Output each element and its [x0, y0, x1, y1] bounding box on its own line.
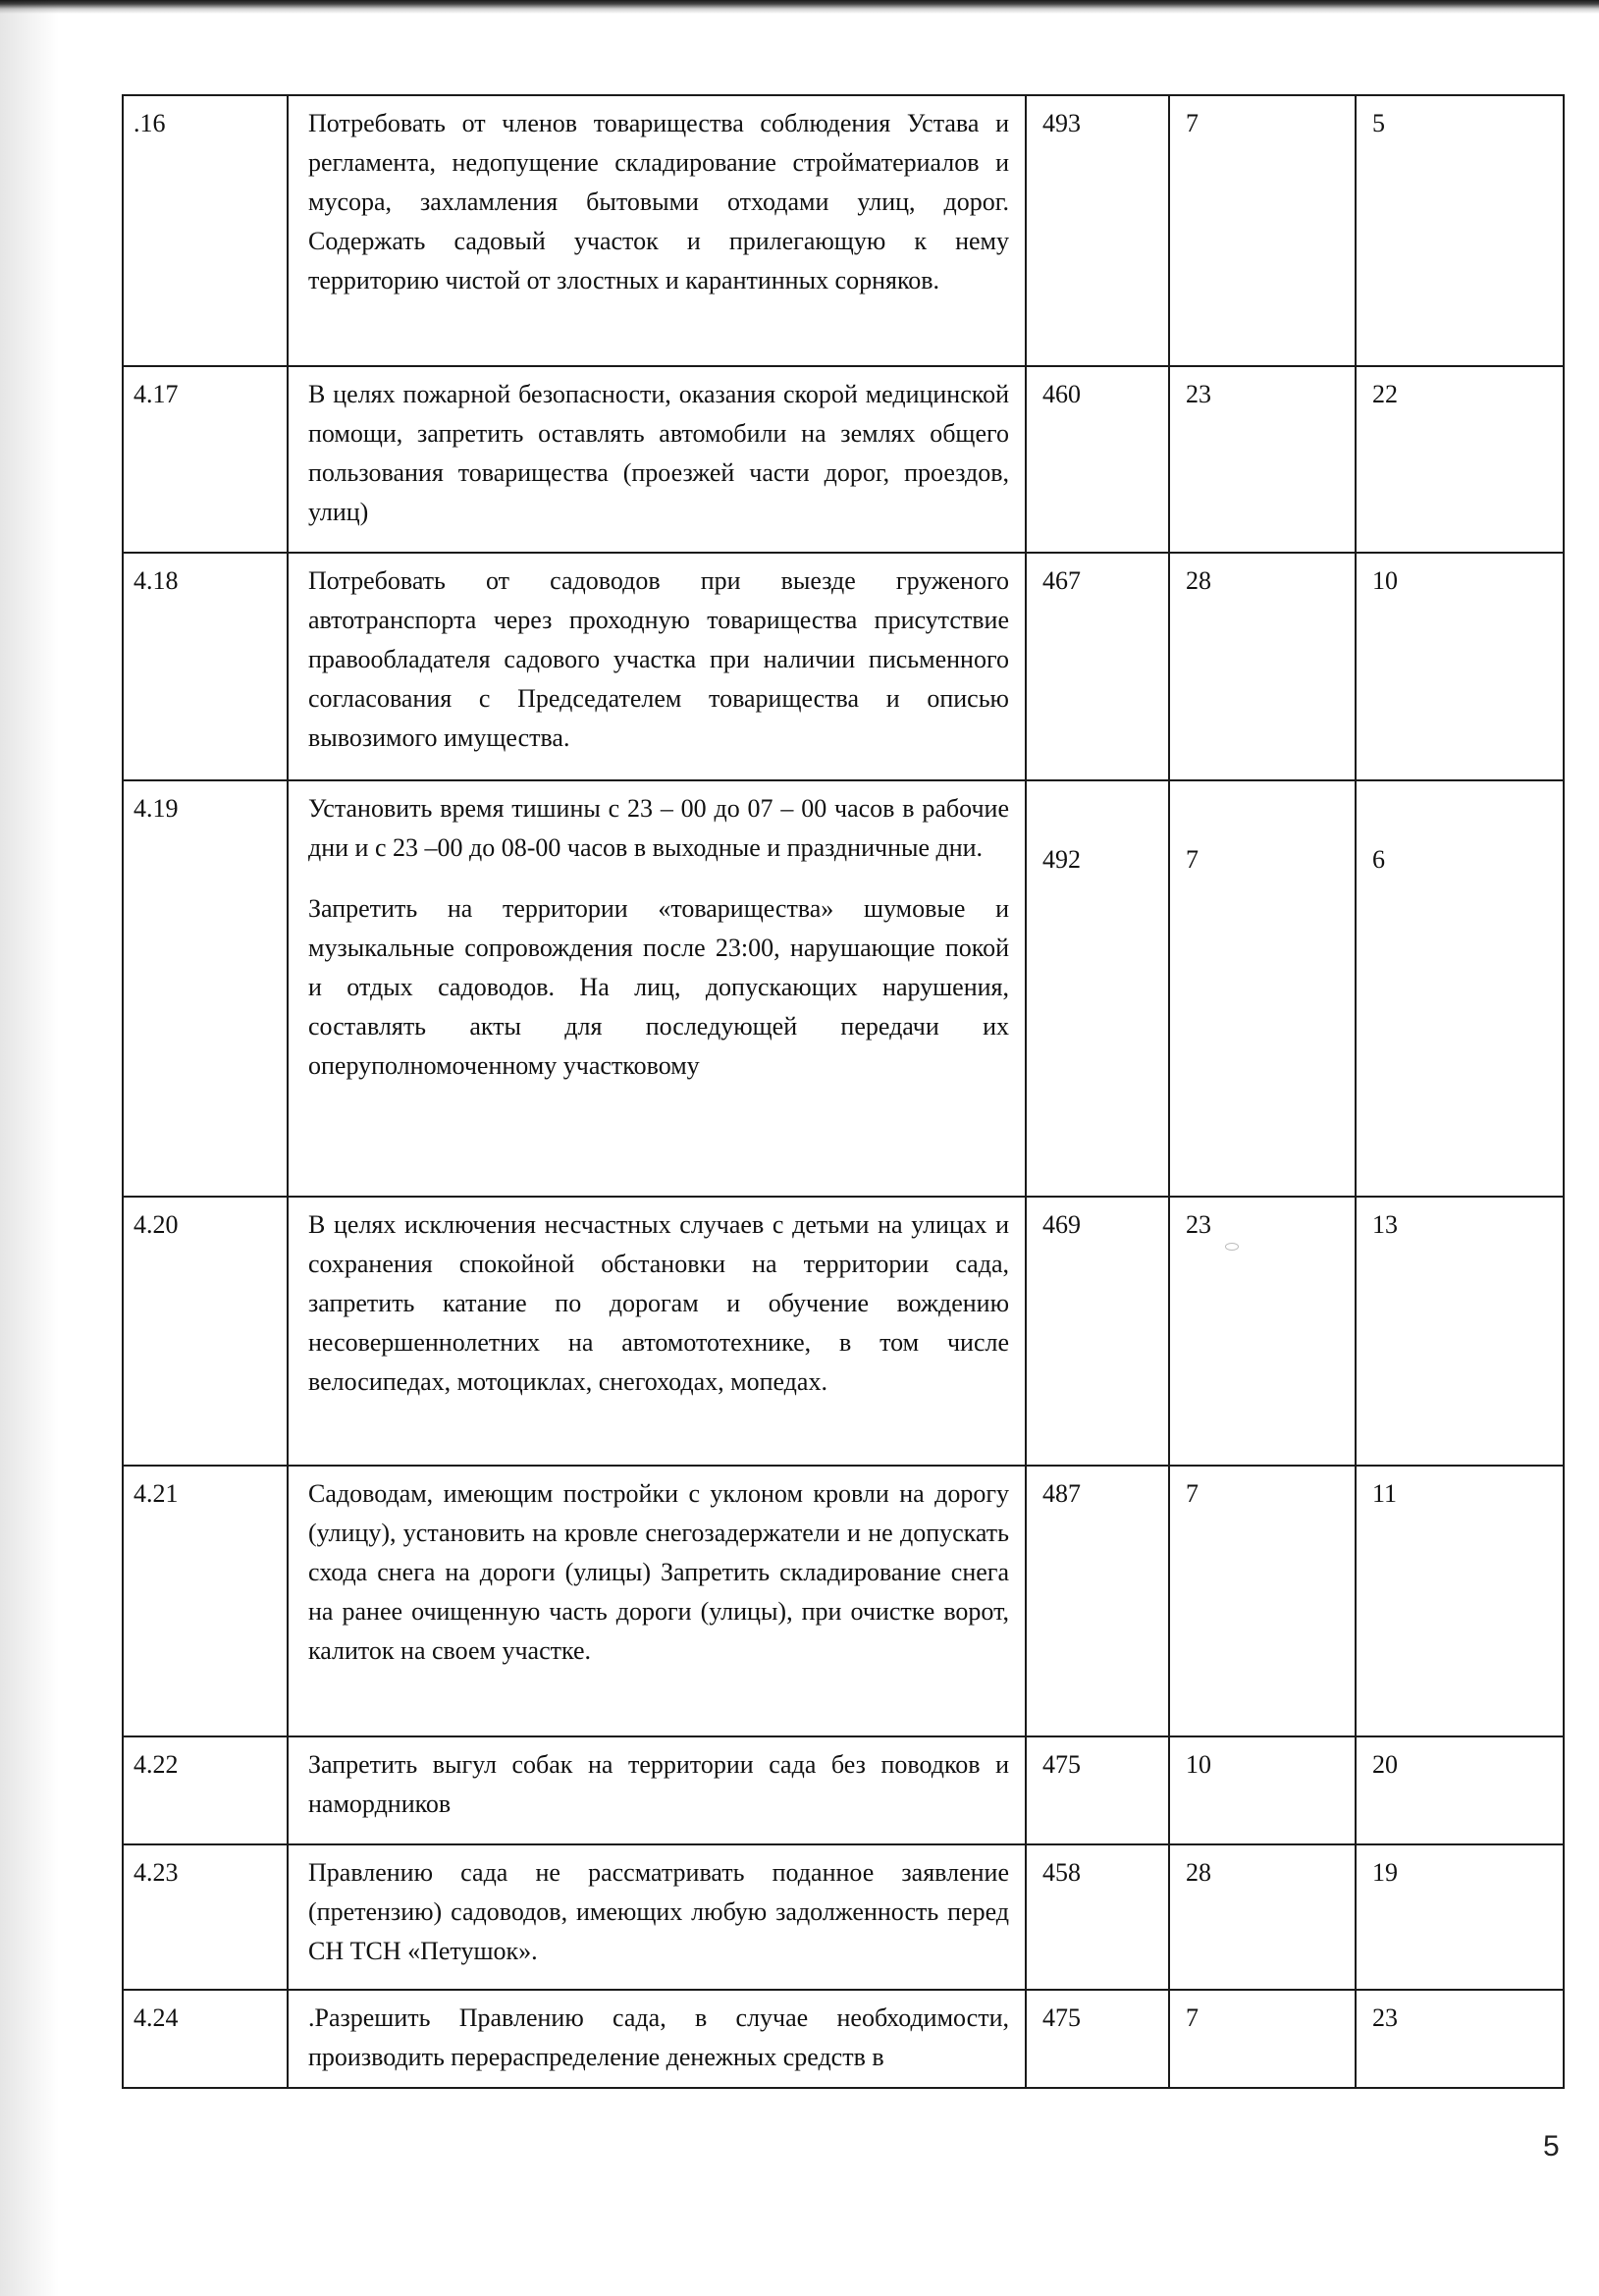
votes-for: 487: [1026, 1466, 1169, 1736]
votes-abstained: 19: [1356, 1844, 1564, 1990]
item-number: 4.21: [123, 1466, 288, 1736]
item-text: [288, 1466, 1026, 1736]
table-row: [123, 1466, 1564, 1736]
item-number: 4.23: [123, 1844, 288, 1990]
votes-for: 475: [1026, 1736, 1169, 1844]
scan-speck: [1225, 1243, 1239, 1251]
item-text: [288, 366, 1026, 553]
votes-abstained: 6: [1356, 780, 1564, 1197]
item-text: [288, 553, 1026, 780]
votes-against: 10: [1169, 1736, 1356, 1844]
votes-abstained: 5: [1356, 95, 1564, 366]
votes-abstained: 11: [1356, 1466, 1564, 1736]
votes-against: 7: [1169, 1466, 1356, 1736]
scan-edge-top: [0, 0, 1599, 14]
votes-abstained: 10: [1356, 553, 1564, 780]
votes-for: 467: [1026, 553, 1169, 780]
item-text: [288, 1990, 1026, 2088]
table-row: [123, 1990, 1564, 2088]
table-row: [123, 366, 1564, 553]
item-paragraph: Установить время тишины с 23 – 00 до 07 – 00 часов в рабочие дни и с 23 –00 до 08-00 часов в выходные и праздничные дни.: [308, 794, 1009, 862]
votes-abstained: 23: [1356, 1990, 1564, 2088]
votes-against: 7: [1169, 780, 1356, 1197]
votes-abstained: 20: [1356, 1736, 1564, 1844]
votes-for: 493: [1026, 95, 1169, 366]
table-row: [123, 95, 1564, 366]
table-row: [123, 1844, 1564, 1990]
item-text: [288, 95, 1026, 366]
item-number: 4.22: [123, 1736, 288, 1844]
votes-for: 492: [1026, 780, 1169, 1197]
votes-against: 23: [1169, 366, 1356, 553]
item-number: 4.20: [123, 1197, 288, 1466]
item-text: [288, 1844, 1026, 1990]
item-number: 4.18: [123, 553, 288, 780]
item-paragraph: .Разрешить Правлению сада, в случае необходимости, производить перераспределение денежных средств в: [308, 2003, 1009, 2071]
votes-against: 28: [1169, 553, 1356, 780]
item-paragraph: Правлению сада не рассматривать поданное заявление (претензию) садоводов, имеющих любую задолженность перед СН ТСН «Петушок».: [308, 1858, 1009, 1965]
votes-abstained: 13: [1356, 1197, 1564, 1466]
item-number: 4.19: [123, 780, 288, 1197]
item-paragraph: В целях пожарной безопасности, оказания скорой медицинской помощи, запретить оставлять автомобили на землях общего пользования товарищества (проезжей части дорог, проездов, улиц): [308, 380, 1009, 526]
item-text: [288, 1736, 1026, 1844]
item-number: 4.17: [123, 366, 288, 553]
votes-for: 475: [1026, 1990, 1169, 2088]
item-number: .16: [123, 95, 288, 366]
page-number: 5: [1543, 2130, 1560, 2163]
item-paragraph: Запретить на территории «товарищества» шумовые и музыкальные сопровождения после 23:00, нарушающие покой и отдых садоводов. На лиц, допускающих нарушения, составлять акты для последующей передачи их оперуполномоченному участковому: [308, 894, 1009, 1080]
table-row: [123, 780, 1564, 1197]
item-paragraph: Запретить выгул собак на территории сада без поводков и намордников: [308, 1750, 1009, 1818]
voting-results-table: [122, 94, 1565, 2089]
votes-for: 469: [1026, 1197, 1169, 1466]
votes-against: 7: [1169, 95, 1356, 366]
item-paragraph: Потребовать от садоводов при выезде груженого автотранспорта через проходную товарищества присутствие правообладателя садового участка при наличии письменного согласования с Председателем товарищества и описью вывозимого имущества.: [308, 566, 1009, 752]
votes-against: 7: [1169, 1990, 1356, 2088]
table-row: [123, 1197, 1564, 1466]
votes-against: 23: [1169, 1197, 1356, 1466]
votes-abstained: 22: [1356, 366, 1564, 553]
item-text: [288, 1197, 1026, 1466]
votes-for: 458: [1026, 1844, 1169, 1990]
item-paragraph: В целях исключения несчастных случаев с детьми на улицах и сохранения спокойной обстановки на территории сада, запретить катание по дорогам и обучение вождению несовершеннолетних на автомототехнике, в том числе велосипедах, мотоциклах, снегоходах, мопедах.: [308, 1210, 1009, 1396]
item-paragraph: Потребовать от членов товарищества соблюдения Устава и регламента, недопущение складирование стройматериалов и мусора, захламления бытовыми отходами улиц, дорог. Содержать садовый участок и прилегающую к нему территорию чистой от злостных и карантинных сорняков.: [308, 109, 1009, 294]
item-number: 4.24: [123, 1990, 288, 2088]
scan-edge-left: [0, 0, 59, 2296]
votes-against: 28: [1169, 1844, 1356, 1990]
item-paragraph: Садоводам, имеющим постройки с уклоном кровли на дорогу (улицу), установить на кровле снегозадержатели и не допускать схода снега на дороги (улицы) Запретить складирование снега на ранее очищенную часть дороги (улицы), при очистке ворот, калиток на своем участке.: [308, 1479, 1009, 1665]
table-row: [123, 553, 1564, 780]
item-text: [288, 780, 1026, 1197]
votes-for: 460: [1026, 366, 1169, 553]
table-row: [123, 1736, 1564, 1844]
